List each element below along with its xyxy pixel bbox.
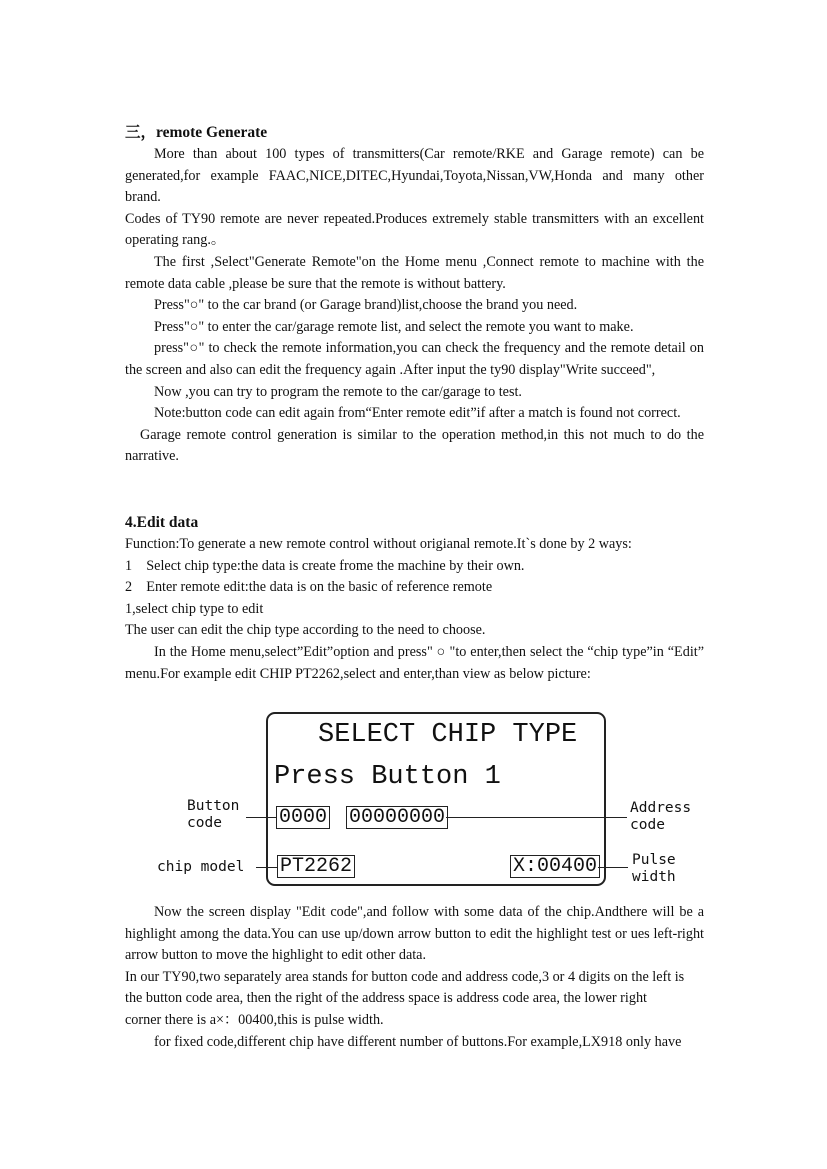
paragraph: In the Home menu,select”Edit”option and press" ○ "to enter,then select the “chip type”in “Edit” menu.For example edit CHIP PT2262,select and enter,than view as below picture: (125, 643, 704, 682)
paragraph: More than about 100 types of transmitters(Car remote/RKE and Garage remote) can be generated,for example FAAC,NICE,DITEC,Hyundai,Toyota,Nissan,VW,Honda and many other brand. (125, 146, 704, 206)
paragraph: Note:button code can edit again from“Enter remote edit”if after a match is found not correct. (154, 405, 681, 422)
paragraph: Codes of TY90 remote are never repeated.Produces extremely stable transmitters with an excellent operating rang.。 (125, 210, 704, 249)
section-edit-data-continued (125, 902, 704, 1053)
list-item: 1 Select chip type:the data is create frome the machine by their own. (125, 557, 525, 574)
paragraph: for fixed code,different chip have different number of buttons.For example,LX918 only have (154, 1033, 682, 1050)
paragraph: the button code area, then the right of the address space is address code area, the lower right (125, 990, 647, 1007)
paragraph: corner there is a×：00400,this is pulse width. (125, 1011, 384, 1028)
leader-line-button (246, 817, 276, 818)
label-button-code: Button code (187, 798, 240, 831)
lcd-chip-model: PT2262 (277, 855, 355, 878)
paragraph: Now the screen display "Edit code",and follow with some data of the chip.Andthere will be a highlight among the data.You can use up/down arrow button to edit the highlight test or ues left-right arrow button to move the highlight to edit other data. (125, 904, 704, 964)
paragraph: Function:To generate a new remote control without origianal remote.It`s done by 2 ways: (125, 536, 632, 552)
paragraph: press"○" to check the remote information,you can check the frequency and the remote detail on the screen and also can edit the frequency again .After input the ty90 display"Write succeed", (125, 340, 704, 378)
paragraph: The user can edit the chip type according to the need to choose. (125, 622, 486, 639)
paragraph: Press"○" to enter the car/garage remote list, and select the remote you want to make. (154, 318, 634, 335)
paragraph: The first ,Select"Generate Remote"on the Home menu ,Connect remote to machine with the remote data cable ,please be sure that the remote is without battery. (125, 253, 704, 292)
leader-line-pulse (598, 867, 628, 868)
paragraph: 1,select chip type to edit (125, 600, 264, 617)
paragraph: Now ,you can try to program the remote to the car/garage to test. (154, 383, 522, 400)
section-heading: 三，remote Generate (125, 124, 268, 141)
leader-line-address (446, 817, 627, 818)
paragraph: In our TY90,two separately area stands for button code and address code,3 or 4 digits on the left is (125, 968, 685, 985)
lcd-title: SELECT CHIP TYPE (318, 720, 578, 750)
label-address-code: Address code (630, 800, 692, 833)
lcd-button-code: 0000 (276, 806, 330, 829)
section-heading: 4.Edit data (125, 514, 199, 531)
lcd-prompt: Press Button 1 (274, 762, 501, 792)
paragraph: Garage remote control generation is similar to the operation method,in this not much to do the narrative. (125, 426, 704, 465)
lcd-address-code: 00000000 (346, 806, 448, 829)
section-remote-generate (125, 122, 704, 468)
label-chip-model: chip model (157, 859, 245, 875)
paragraph: Press"○" to the car brand (or Garage brand)list,choose the brand you need. (154, 297, 578, 314)
section-edit-data (125, 512, 704, 685)
leader-line-chip (256, 867, 277, 868)
label-pulse-width: Pulse width (632, 852, 676, 885)
list-item: 2 Enter remote edit:the data is on the basic of reference remote (125, 579, 493, 596)
lcd-pulse-width: X:00400 (510, 855, 600, 878)
